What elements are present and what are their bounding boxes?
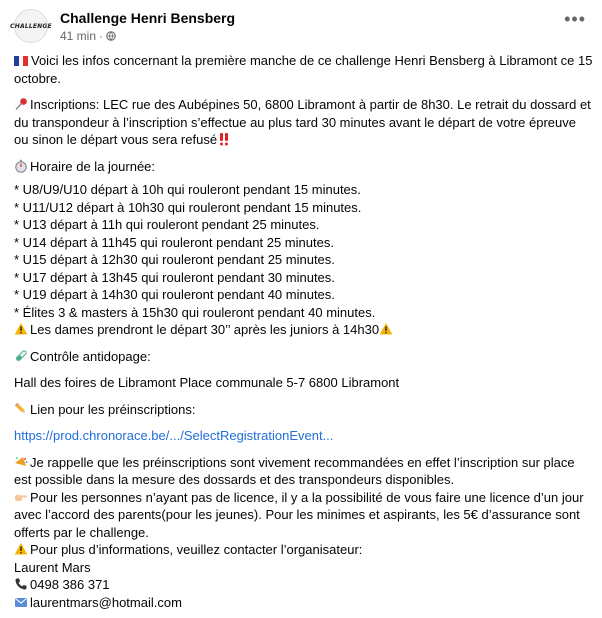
avatar-logo-text: CHALLENGE — [10, 22, 52, 30]
post-header — [10, 8, 592, 44]
globe-icon — [106, 31, 116, 41]
antidopage-title-text: Contrôle antidopage: — [30, 348, 151, 364]
schedule-line: * U11/U12 départ à 10h30 qui rouleront pendant 15 minutes. — [14, 199, 362, 215]
pencil-icon — [14, 402, 28, 416]
schedule-line: * U13 départ à 11h qui rouleront pendant 25 minutes. — [14, 217, 320, 232]
rappel-text: Je rappelle que les préinscriptions sont vivement recommandées en effet l’inscription sur place est possible dans la mesure des dossards et des transpondeurs disponibles. — [14, 454, 575, 487]
antidopage-place: Hall des foires de Libramont Place communale 5-7 6800 Libramont — [14, 375, 400, 390]
dames-line — [14, 321, 594, 339]
schedule-line: * U14 départ à 11h45 qui rouleront pendant 25 minutes. — [14, 234, 334, 250]
stopwatch-icon — [14, 159, 28, 173]
post-body — [14, 52, 594, 611]
contact-title — [14, 541, 594, 559]
licence-text: Pour les personnes n’ayant pas de licence, il y a la possibilité de vous faire une licence d’un jour avec l’accord des parents(pour les jeunes). Pour les minimes et aspirants, les 5€ d’assurance sont offerts par le challenge. — [14, 489, 584, 540]
schedule-line: * U8/U9/U10 départ à 10h qui rouleront pendant 15 minutes. — [14, 182, 361, 197]
france-flag-icon — [14, 56, 28, 66]
more-options-button[interactable]: ••• — [564, 9, 586, 29]
contact-title-text: Pour plus d’informations, veuillez contacter l’organisateur: — [30, 542, 363, 557]
horaire-title-text: Horaire de la journée: — [30, 158, 156, 174]
antidopage-title — [14, 348, 594, 366]
contact-phone — [14, 576, 594, 594]
schedule-line: * U19 départ à 14h30 qui rouleront pendant 40 minutes. — [14, 287, 335, 302]
envelope-icon — [14, 595, 28, 609]
warning-icon — [379, 322, 393, 336]
lien-title — [14, 401, 594, 419]
telephone-icon — [14, 577, 28, 591]
double-exclamation-icon — [217, 132, 231, 146]
post-meta — [60, 29, 116, 43]
meta-separator: · — [99, 29, 104, 43]
contact-phone-text: 0498 386 371 — [30, 577, 110, 592]
horaire-title — [14, 158, 594, 176]
contact-email — [14, 594, 594, 612]
registration-link[interactable]: https://prod.chronorace.be/.../SelectRegistrationEvent... — [14, 428, 334, 443]
warning-icon — [14, 322, 28, 336]
lien-title-text: Lien pour les préinscriptions: — [30, 401, 196, 417]
intro-paragraph — [14, 52, 594, 87]
pushpin-icon — [14, 97, 28, 111]
post-time[interactable]: 41 min — [60, 29, 97, 43]
inscriptions-text: Inscriptions: LEC rue des Aubépines 50, 6800 Libramont à partir de 8h30. Le retrait du dossard et du transpondeur à l’inscription s’effectue au plus tard 30 minutes avant le départ de votre épreuve ou sinon le départ vous sera refusé — [14, 97, 591, 147]
pointing-hand-icon — [14, 490, 28, 504]
schedule-line: * U17 départ à 13h45 qui rouleront pendant 30 minutes. — [14, 269, 335, 285]
schedule-line: * U15 départ à 12h30 qui rouleront pendant 25 minutes. — [14, 252, 335, 267]
intro-text: Voici les infos concernant la première manche de ce challenge Henri Bensberg à Libramont ce 15 octobre. — [14, 53, 593, 86]
avatar[interactable] — [10, 9, 52, 43]
page-name-link[interactable]: Challenge Henri Bensberg — [60, 10, 236, 26]
warning-icon — [14, 542, 28, 556]
megaphone-icon — [14, 455, 28, 469]
rappel-paragraph — [14, 454, 594, 489]
contact-email-text[interactable]: laurentmars@hotmail.com — [30, 594, 182, 610]
schedule-line: * Élites 3 & masters à 15h30 qui rouleront pendant 40 minutes. — [14, 304, 376, 320]
contact-name: Laurent Mars — [14, 559, 91, 575]
test-tube-icon — [14, 349, 28, 363]
dames-text: Les dames prendront le départ 30’’ après les juniors à 14h30 — [30, 322, 380, 337]
inscriptions-paragraph — [14, 96, 594, 149]
licence-paragraph — [14, 489, 594, 542]
